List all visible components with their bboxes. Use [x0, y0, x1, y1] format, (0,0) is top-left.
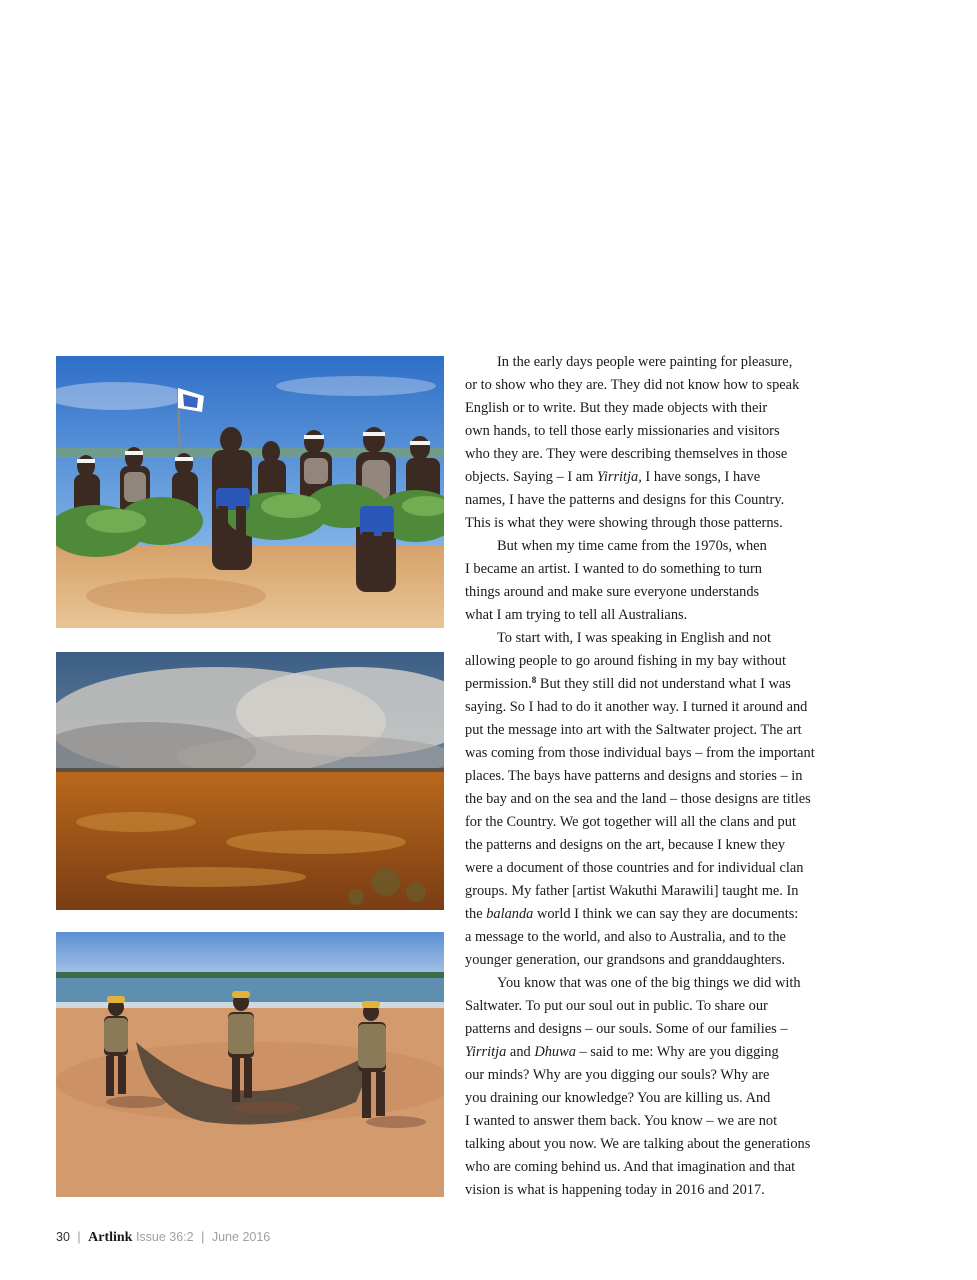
article-line: objects. Saying – I am Yirritja, I have songs, I have — [465, 469, 761, 485]
article-line: I wanted to answer them back. You know – we are not — [465, 1113, 778, 1129]
article-line: were a document of those countries and for individual clan — [465, 860, 804, 876]
article-line: You know that was one of the big things we did with — [497, 975, 801, 991]
article-line: younger generation, our grandsons and granddaughters. — [465, 952, 786, 968]
article-line: groups. My father [artist Wakuthi Marawili] taught me. In — [465, 883, 799, 899]
article-body — [465, 351, 860, 1202]
article-line: who they are. They were describing themselves in those — [465, 446, 788, 462]
article-line: permission.$^8$ But they still did not understand what I was — [465, 675, 791, 692]
article-line: for the Country. We got together will all the clans and put — [465, 814, 796, 830]
article-paragraph — [465, 535, 860, 627]
photo-ceremony-dancers — [56, 356, 444, 628]
article-line: patterns and designs – our souls. Some of our families – — [465, 1021, 788, 1037]
article-paragraph — [465, 972, 860, 1202]
article-line: This is what they were showing through those patterns. — [465, 515, 783, 531]
article-line: own hands, to tell those early missionaries and visitors — [465, 423, 780, 439]
article-line: you draining our knowledge? You are killing us. And — [465, 1090, 771, 1106]
article-line: saying. So I had to do it another way. I turned it around and — [465, 699, 808, 715]
footer-separator: | — [77, 1230, 81, 1244]
article-line: I became an artist. I wanted to do something to turn — [465, 561, 762, 577]
article-line: things around and make sure everyone understands — [465, 584, 760, 600]
issue-date: June 2016 — [211, 1230, 271, 1244]
issue-number: Issue 36:2 — [135, 1230, 194, 1244]
article-line: our minds? Why are you digging our souls? Why are — [465, 1067, 770, 1083]
article-line: In the early days people were painting for pleasure, — [497, 354, 793, 370]
article-line: names, I have the patterns and designs for this Country. — [465, 492, 785, 508]
article-line: allowing people to go around fishing in my bay without — [465, 653, 786, 669]
article-line: Saltwater. To put our soul out in public. To share our — [465, 998, 768, 1014]
article-paragraph — [465, 351, 860, 535]
magazine-name: Artlink — [88, 1230, 133, 1245]
footnote-ref: 8 — [531, 675, 537, 685]
italic-term: Yirritja, — [596, 469, 642, 485]
page-number: 30 — [56, 1230, 70, 1244]
italic-term: Dhuwa — [534, 1044, 576, 1060]
article-line: what I am trying to tell all Australians. — [465, 607, 688, 623]
article-line: was coming from those individual bays – from the important — [465, 745, 815, 761]
article-line: To start with, I was speaking in English and not — [497, 630, 771, 646]
page-footer — [56, 1230, 270, 1246]
article-line: talking about you now. We are talking about the generations — [465, 1136, 811, 1152]
article-line: Yirritja and Dhuwa – said to me: Why are you digging — [465, 1044, 779, 1060]
article-line: the balanda world I think we can say they are documents: — [465, 906, 799, 922]
article-line: But when my time came from the 1970s, when — [497, 538, 767, 554]
article-line: English or to write. But they made objects with their — [465, 400, 768, 416]
article-line: the patterns and designs on the art, because I knew they — [465, 837, 786, 853]
article-line: vision is what is happening today in 2016 and 2017. — [465, 1182, 765, 1198]
italic-term: Yirritja — [465, 1044, 507, 1060]
article-line: places. The bays have patterns and designs and stories – in — [465, 768, 803, 784]
photo-bushfire-smoke — [56, 652, 444, 910]
article-line: put the message into art with the Saltwater project. The art — [465, 722, 802, 738]
footer-separator: | — [201, 1230, 205, 1244]
article-line: the bay and on the sea and the land – those designs are titles — [465, 791, 811, 807]
photo-fishing-net — [56, 932, 444, 1197]
article-paragraph — [465, 627, 860, 972]
article-line: or to show who they are. They did not know how to speak — [465, 377, 800, 393]
italic-term: balanda — [486, 906, 534, 922]
article-line: who are coming behind us. And that imagination and that — [465, 1159, 796, 1175]
article-line: a message to the world, and also to Australia, and to the — [465, 929, 786, 945]
